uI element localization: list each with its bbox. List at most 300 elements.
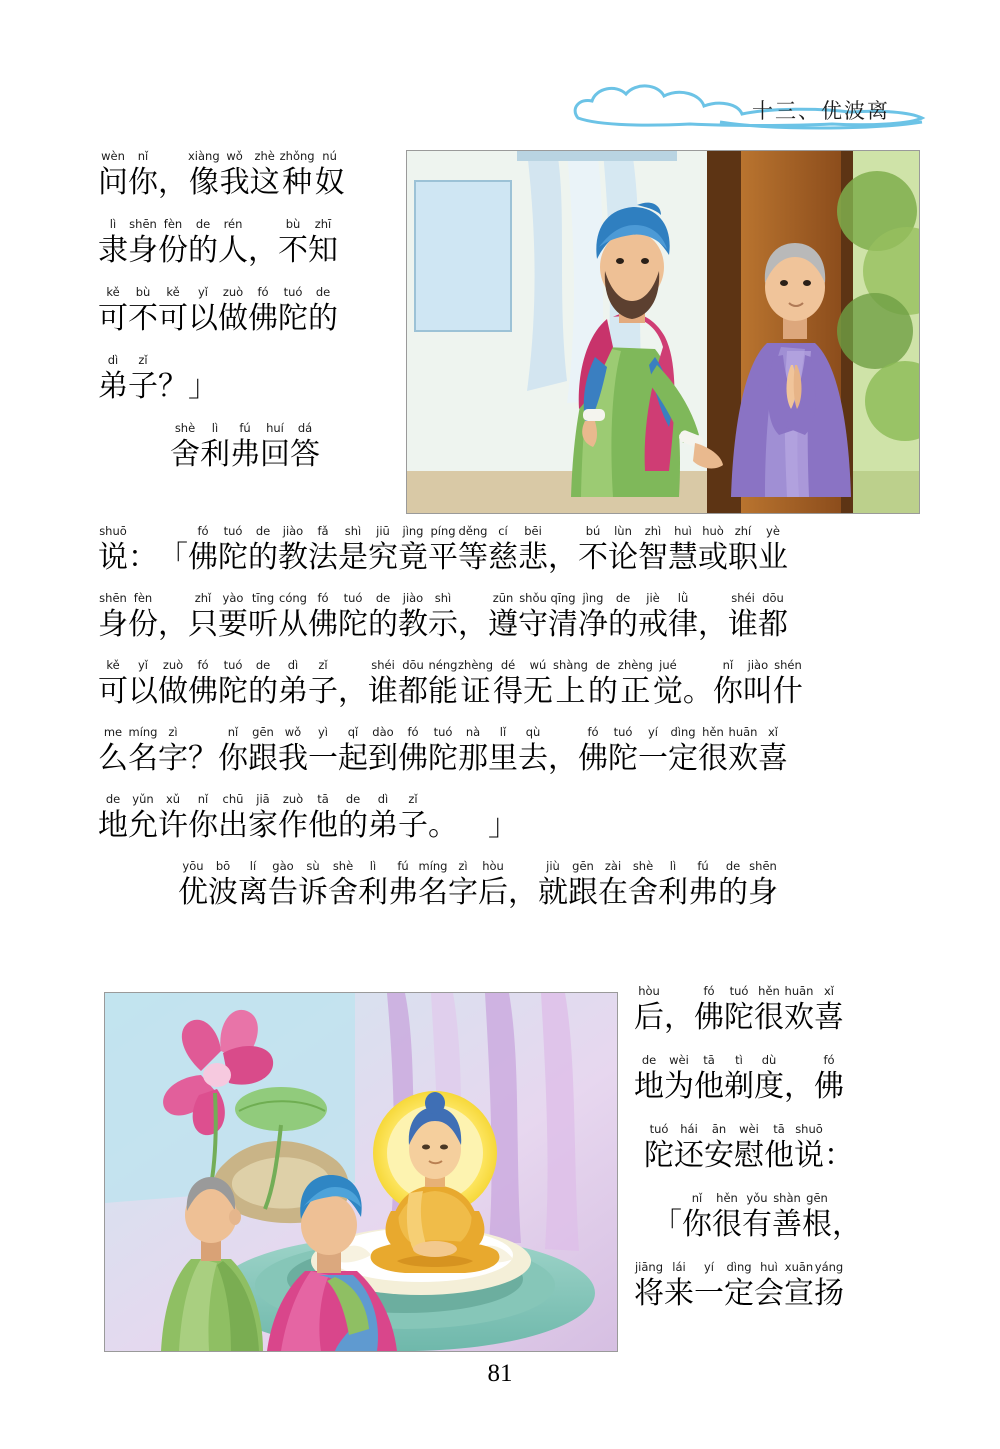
hanzi: 根 [802, 1208, 832, 1241]
pinyin: tuó [433, 725, 453, 739]
hanzi: 谁 [728, 608, 758, 641]
ruby-char [682, 1192, 712, 1244]
hanzi: ， [664, 1001, 694, 1034]
pinyin: wèn [101, 149, 125, 163]
pinyin: zhè [254, 149, 275, 163]
pinyin: shēn [749, 859, 777, 873]
pinyin: yí [647, 725, 658, 739]
pinyin: nǐ [722, 658, 734, 672]
ruby-char [398, 726, 428, 778]
ruby-char [458, 525, 488, 577]
hanzi: 律 [668, 608, 698, 641]
hanzi: 佛 [814, 1070, 844, 1103]
pinyin: zhǒng [279, 149, 315, 163]
hanzi: 的 [188, 234, 218, 267]
ruby-char [794, 1123, 824, 1175]
ruby-char [308, 793, 338, 845]
ruby-char [694, 1261, 724, 1313]
pinyin: de [105, 792, 121, 806]
hanzi: 佛 [188, 541, 218, 574]
hanzi: 像 [188, 166, 219, 199]
ruby-char [278, 659, 308, 711]
text-line [98, 726, 918, 778]
pinyin: wèi [739, 1122, 759, 1136]
ruby-char [398, 592, 428, 644]
hanzi: 答 [290, 438, 320, 471]
pinyin: kě [106, 658, 120, 672]
hanzi: 优 [178, 876, 208, 909]
hanzi: 利 [358, 876, 388, 909]
ruby-char [218, 793, 248, 845]
hanzi: ： [824, 1139, 854, 1172]
hanzi: 说 [98, 541, 128, 574]
hanzi: 平 [428, 541, 458, 574]
hanzi: 谁 [368, 675, 398, 708]
pinyin: míng [418, 859, 448, 873]
text-line [98, 793, 918, 845]
hanzi: 扬 [814, 1277, 844, 1310]
text-line [98, 659, 918, 711]
hanzi: 陀 [644, 1139, 674, 1172]
pinyin: bō [215, 859, 231, 873]
hanzi: 舍 [628, 876, 658, 909]
hanzi: 慧 [668, 541, 698, 574]
pinyin: hěn [702, 725, 724, 739]
ruby-char [280, 150, 315, 202]
ruby-char [200, 422, 230, 474]
ruby-char [338, 592, 368, 644]
ruby-char [548, 726, 578, 778]
hanzi: 教 [278, 541, 308, 574]
hanzi: 他 [308, 809, 338, 842]
pinyin: wǒ [226, 149, 243, 163]
hanzi: 将 [634, 1277, 664, 1310]
pinyin: jiū [376, 524, 390, 538]
text-line [98, 218, 398, 270]
ruby-char [428, 525, 458, 577]
hanzi: ， [158, 608, 188, 641]
pinyin: gào [272, 859, 294, 873]
pinyin: fó [823, 1053, 835, 1067]
hanzi: 以 [128, 675, 158, 708]
text-line [634, 1261, 924, 1313]
ruby-char [518, 592, 548, 644]
hanzi: 可 [98, 675, 128, 708]
pinyin: fú [397, 859, 409, 873]
ruby-char [784, 1054, 814, 1106]
pinyin: cí [498, 524, 508, 538]
ruby-char [493, 659, 523, 711]
ruby-char [188, 218, 218, 270]
hanzi: 剃 [724, 1070, 754, 1103]
text-line [98, 422, 398, 474]
pinyin: tā [317, 792, 329, 806]
ruby-char [368, 726, 398, 778]
ruby-char [238, 860, 268, 912]
ruby-char [248, 525, 278, 577]
pinyin: yí [703, 1260, 714, 1274]
pinyin: néng [428, 658, 458, 672]
ruby-char [488, 726, 518, 778]
hanzi: 我 [219, 166, 250, 199]
pinyin: tuó [283, 285, 303, 299]
pinyin: tuó [649, 1122, 669, 1136]
hanzi: 弗 [688, 876, 718, 909]
pinyin: de [255, 524, 271, 538]
ruby-char [718, 860, 748, 912]
pinyin: dìng [670, 725, 696, 739]
ruby-char [315, 150, 345, 202]
hanzi: 弟 [368, 809, 398, 842]
ruby-char [248, 286, 278, 338]
pinyin: huān [784, 984, 814, 998]
hanzi: ： [128, 541, 158, 574]
ruby-char [508, 860, 538, 912]
hanzi: 究 [368, 541, 398, 574]
hanzi: 的 [248, 541, 278, 574]
hanzi: 跟 [248, 742, 278, 775]
hanzi: 只 [188, 608, 218, 641]
ruby-char [698, 726, 728, 778]
ruby-char [428, 793, 458, 845]
hanzi: 去 [518, 742, 548, 775]
pinyin: hěn [716, 1191, 738, 1205]
ruby-char [754, 1054, 784, 1106]
hanzi: 正 [620, 675, 651, 708]
ruby-char [698, 592, 728, 644]
ruby-char [458, 726, 488, 778]
ruby-char [398, 793, 428, 845]
pinyin: shè [632, 859, 654, 873]
pinyin: yào [222, 591, 244, 605]
pinyin: bù [135, 285, 151, 299]
hanzi: 你 [218, 742, 248, 775]
ruby-char [308, 592, 338, 644]
ruby-char [568, 860, 598, 912]
hanzi: 作 [278, 809, 308, 842]
hanzi: 佛 [578, 742, 608, 775]
ruby-char [784, 1261, 814, 1313]
text-line [98, 150, 398, 202]
pinyin: jiù [546, 859, 560, 873]
ruby-char [398, 659, 428, 711]
ruby-char [368, 525, 398, 577]
text-line [634, 1054, 924, 1106]
ruby-char [674, 1123, 704, 1175]
ruby-char [188, 659, 218, 711]
ruby-char [188, 525, 218, 577]
ruby-char [158, 726, 188, 778]
hanzi: 守 [518, 608, 548, 641]
ruby-char [713, 659, 743, 711]
pinyin: fǎ [317, 524, 329, 538]
ruby-char [688, 860, 718, 912]
hanzi: 的 [308, 302, 338, 335]
ruby-char [170, 422, 200, 474]
pinyin: lái [672, 1260, 686, 1274]
ruby-char [634, 1261, 664, 1313]
ruby-char [728, 525, 758, 577]
ruby-char [188, 726, 218, 778]
hanzi: 名 [128, 742, 158, 775]
pinyin: fèn [163, 217, 183, 231]
ruby-char [308, 659, 338, 711]
hanzi: 里 [488, 742, 518, 775]
hanzi: 诉 [298, 876, 328, 909]
ruby-char [758, 592, 788, 644]
ruby-char [98, 150, 128, 202]
hanzi: 要 [218, 608, 248, 641]
hanzi: 教 [398, 608, 428, 641]
pinyin: jiào [747, 658, 769, 672]
hanzi: 欢 [728, 742, 758, 775]
hanzi: 叫 [742, 675, 773, 708]
ruby-char [128, 354, 158, 406]
pinyin: dào [372, 725, 394, 739]
hanzi: 陀 [218, 541, 248, 574]
hanzi: 后 [478, 876, 508, 909]
ruby-char [98, 525, 128, 577]
ruby-char [218, 726, 248, 778]
pinyin: dì [377, 792, 389, 806]
pinyin: shéi [371, 658, 395, 672]
ruby-char [618, 659, 653, 711]
hanzi: 很 [698, 742, 728, 775]
ruby-char [158, 525, 188, 577]
hanzi: ？ [188, 742, 218, 775]
ruby-char [518, 525, 548, 577]
ruby-char [128, 592, 158, 644]
pinyin: hěn [758, 984, 780, 998]
hanzi: 利 [200, 438, 230, 471]
page-header [530, 78, 930, 148]
pinyin: zuò [282, 792, 304, 806]
hanzi: 佛 [694, 1001, 724, 1034]
pinyin: nà [465, 725, 481, 739]
pinyin: de [641, 1053, 657, 1067]
ruby-char [338, 793, 368, 845]
hanzi: 你 [128, 166, 158, 199]
pinyin: shēn [99, 591, 127, 605]
hanzi: 证 [460, 675, 491, 708]
hanzi: 定 [724, 1277, 754, 1310]
pinyin: yì [317, 725, 328, 739]
hanzi: 弗 [230, 438, 260, 471]
ruby-char [248, 218, 278, 270]
hanzi: 不 [278, 234, 308, 267]
hanzi: 子 [398, 809, 428, 842]
ruby-char [188, 150, 220, 202]
pinyin: lì [211, 421, 219, 435]
pinyin: jìng [402, 524, 424, 538]
hanzi: 你 [712, 675, 743, 708]
pinyin: de [375, 591, 391, 605]
hanzi: 还 [674, 1139, 704, 1172]
pinyin: fó [257, 285, 269, 299]
pinyin: zì [168, 725, 178, 739]
ruby-char [634, 1054, 664, 1106]
pinyin: dá [297, 421, 313, 435]
hanzi: 这 [249, 166, 280, 199]
ruby-char [248, 592, 278, 644]
ruby-char [338, 525, 368, 577]
hanzi: 佛 [308, 608, 338, 641]
ruby-char [748, 860, 778, 912]
ruby-char [638, 592, 668, 644]
pinyin: zhī [314, 217, 332, 231]
ruby-char [608, 726, 638, 778]
ruby-char [308, 525, 338, 577]
pinyin: xǔ [165, 792, 181, 806]
hanzi: 净 [578, 608, 608, 641]
pinyin: dì [107, 353, 119, 367]
pinyin: tuó [343, 591, 363, 605]
ruby-char [218, 286, 248, 338]
ruby-char [338, 726, 368, 778]
ruby-char [652, 1192, 682, 1244]
ruby-char [248, 726, 278, 778]
ruby-char [668, 592, 698, 644]
hanzi: 地 [634, 1070, 664, 1103]
pinyin: shì [344, 524, 362, 538]
hanzi: 什 [772, 675, 803, 708]
text-line [98, 354, 398, 406]
ruby-char [98, 659, 128, 711]
pinyin: zūn [492, 591, 514, 605]
pinyin: zǐ [408, 792, 418, 806]
pinyin: shéi [731, 591, 755, 605]
hanzi: 喜 [758, 742, 788, 775]
ruby-char [428, 726, 458, 778]
pinyin: huān [728, 725, 758, 739]
pinyin: fèn [133, 591, 153, 605]
pinyin: lì [109, 217, 117, 231]
pinyin: de [595, 658, 611, 672]
ruby-char [668, 726, 698, 778]
text-line [634, 985, 924, 1037]
hanzi: 弟 [98, 370, 128, 403]
pinyin: fó [703, 984, 715, 998]
pinyin: de [725, 859, 741, 873]
hanzi: 一 [308, 742, 338, 775]
pinyin: bēi [524, 524, 542, 538]
hanzi: 得 [493, 675, 523, 708]
pinyin: shì [434, 591, 452, 605]
ruby-char [478, 860, 508, 912]
hanzi: ， [248, 234, 278, 267]
hanzi: 么 [98, 742, 128, 775]
ruby-char [772, 1192, 802, 1244]
pinyin: sù [306, 859, 320, 873]
hanzi: 份 [158, 234, 188, 267]
pinyin: qù [525, 725, 541, 739]
pinyin: hòu [482, 859, 504, 873]
pinyin: zǐ [138, 353, 148, 367]
hanzi: 你 [188, 809, 218, 842]
pinyin: fó [407, 725, 419, 739]
pinyin: shēn [129, 217, 157, 231]
ruby-char [218, 659, 248, 711]
ruby-char [290, 422, 320, 474]
pinyin: jìng [582, 591, 604, 605]
ruby-char [458, 592, 488, 644]
pinyin: zhì [644, 524, 662, 538]
page-number: 81 [487, 1360, 513, 1387]
ruby-char [218, 218, 248, 270]
pinyin: lǐ [499, 725, 507, 739]
ruby-char [634, 985, 664, 1037]
ruby-char [628, 860, 658, 912]
pinyin: dù [761, 1053, 777, 1067]
ruby-char [814, 1054, 844, 1106]
hanzi: 他 [764, 1139, 794, 1172]
hanzi: 身 [98, 608, 128, 641]
pinyin: zhèng [617, 658, 653, 672]
ruby-char [158, 592, 188, 644]
hanzi: 可 [158, 302, 188, 335]
hanzi: 子 [128, 370, 158, 403]
hanzi: 到 [368, 742, 398, 775]
pinyin: shè [174, 421, 196, 435]
hanzi: 来 [664, 1277, 694, 1310]
ruby-char [728, 726, 758, 778]
hanzi: 我 [278, 742, 308, 775]
pinyin: wèi [669, 1053, 689, 1067]
pinyin: shuō [795, 1122, 823, 1136]
ruby-char [518, 726, 548, 778]
pinyin: de [345, 792, 361, 806]
pinyin: huí [266, 421, 284, 435]
hanzi: 」 [188, 370, 218, 403]
ruby-char [368, 793, 398, 845]
ruby-char [98, 726, 128, 778]
ruby-char [188, 354, 218, 406]
pinyin: shè [332, 859, 354, 873]
pinyin: kě [106, 285, 120, 299]
ruby-char [248, 659, 278, 711]
pinyin: fó [587, 725, 599, 739]
hanzi: 子 [308, 675, 338, 708]
text-column-left [98, 150, 398, 490]
ruby-char [158, 793, 188, 845]
hanzi: 悲 [518, 541, 548, 574]
ruby-char [832, 1192, 862, 1244]
hanzi: 告 [268, 876, 298, 909]
hanzi: 从 [278, 608, 308, 641]
hanzi: 或 [698, 541, 728, 574]
hanzi: 人 [218, 234, 248, 267]
hanzi: 竟 [398, 541, 428, 574]
text-line [634, 1192, 924, 1244]
hanzi: ， [548, 742, 578, 775]
hanzi: 不 [128, 302, 158, 335]
ruby-char [814, 985, 844, 1037]
pinyin: tuó [223, 658, 243, 672]
pinyin: huì [674, 524, 692, 538]
hanzi: 为 [664, 1070, 694, 1103]
ruby-char [488, 525, 518, 577]
pinyin: qīng [550, 591, 576, 605]
hanzi: ， [698, 608, 728, 641]
hanzi: ， [784, 1070, 814, 1103]
hanzi: 问 [98, 166, 128, 199]
ruby-char [128, 525, 158, 577]
pinyin: zhǐ [194, 591, 212, 605]
text-column-right [634, 985, 924, 1330]
hanzi: 度 [754, 1070, 784, 1103]
pinyin: shuō [99, 524, 127, 538]
ruby-char [553, 659, 588, 711]
